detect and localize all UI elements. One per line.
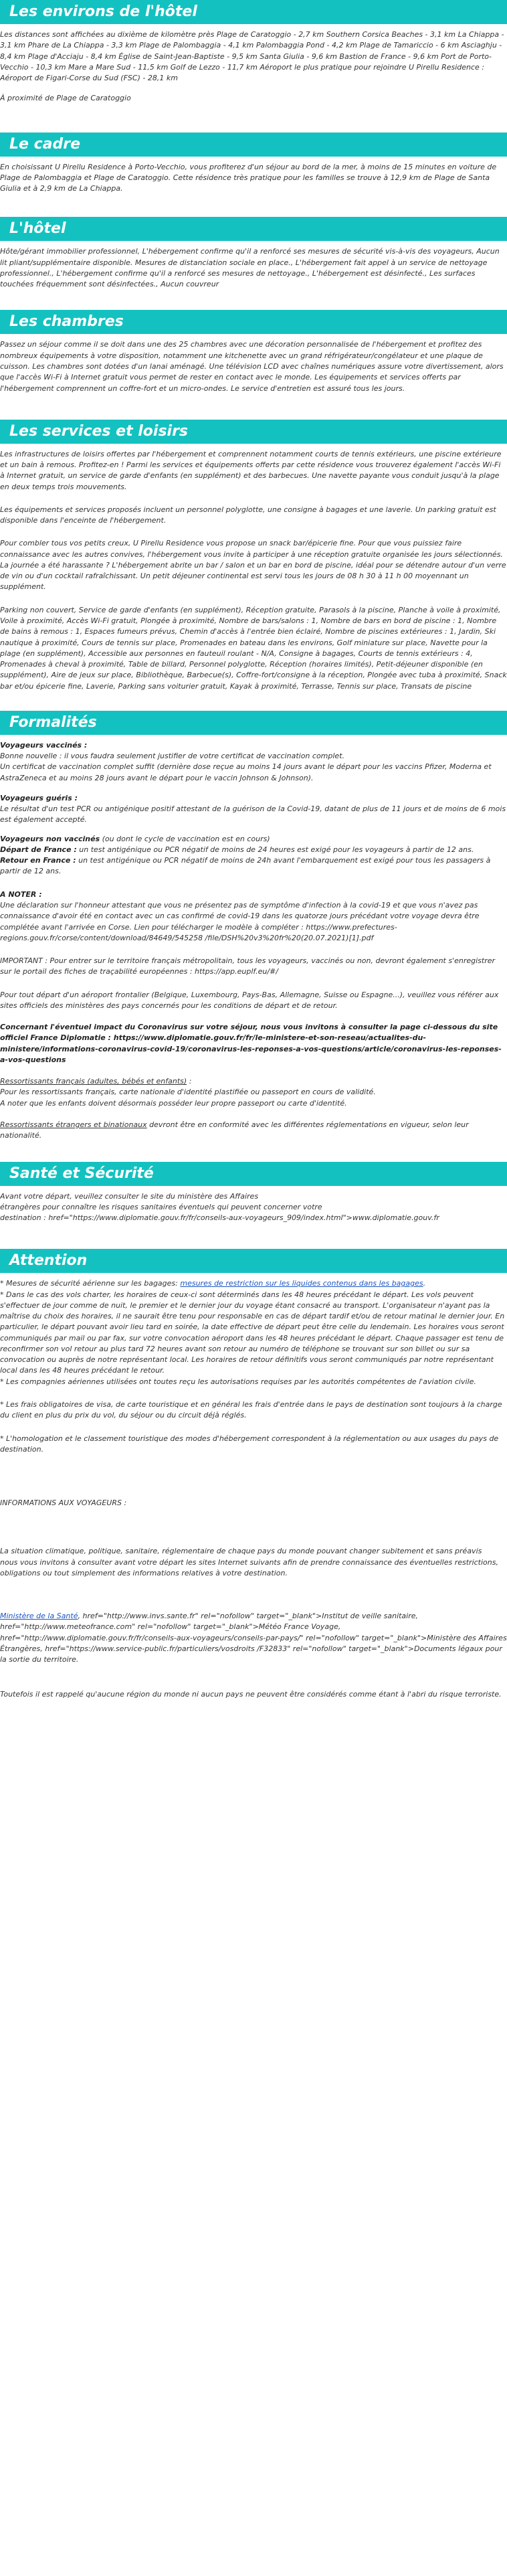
travellers-info-block bbox=[0, 1546, 507, 1579]
travellers-info-heading: INFORMATIONS AUX VOYAGEURS : bbox=[0, 1498, 127, 1508]
vaccinated-text-2: Un certificat de vaccination complet suffit (dernière dose reçue au moins 14 jours avant le départ pour les vaccins Pfizer, Moderna et AstraZeneca et au moins 28 jours avant le départ pour le vaccin Johnson & Johnson). bbox=[0, 762, 492, 782]
section-title-hotel: L'hôtel bbox=[0, 217, 507, 241]
official-links-text: , href="http://www.invs.sante.fr" rel="nofollow" target="_blank">Institut de veille sanitaire, href="http://www.meteofrance.com" rel="nofollow" target="_blank">Météo France Voyage, href="http://www.diplomatie.gouv.fr/fr/conseils-aux-voyageurs/conseils-par-pays/" rel="nofollow" target="_blank">Ministère des Affaires Étrangères, href="https://www.service-public.fr/particuliers/vosdroits /F32833" rel="nofollow" target="_blank">Documents légaux pour la sortie du territoire. bbox=[0, 1612, 507, 1664]
services-text-3: Pour combler tous vos petits creux, U Pirellu Residence vous propose un snack bar/épicerie fine. Pour que vous puissiez faire connaissance avec les autres convives, l'hébergement vous invite à participer à une réception gratuite organisée les jours sélectionnés. La journée a été harassante ? L'hébergement abrite un bar / salon et un bar en bord de piscine, idéal pour se détendre autour d'un verre de vin ou d'un cocktail rafraîchissant. Un petit déjeuner continental est servi tous les jours de 08 h 30 à 11 h 00 moyennant un supplément. bbox=[0, 539, 506, 592]
coronavirus-block bbox=[0, 1022, 507, 1065]
health-line-3: destination : href="https://www.diplomatie.gouv.fr/fr/conseils-aux-voyageurs_909/index.html">www.diplomatie.gouv.fr bbox=[0, 1213, 439, 1223]
unvaccinated-heading-note: (ou dont le cycle de vaccination est en cours) bbox=[100, 834, 270, 843]
french-nationals-text-2: A noter que les enfants doivent désormais posséder leur propre passeport ou carte d'identité. bbox=[0, 1098, 347, 1108]
frontier-airports-text: Pour tout départ d'un aéroport frontalier (Belgique, Luxembourg, Pays-Bas, Allemagne, Suisse ou Espagne...), veuillez vous référer aux sites officiels des ministères des pays concernés pour les conditions de départ et de retour. bbox=[0, 990, 499, 1010]
vaccinated-text-1: Bonne nouvelle : il vous faudra seulement justifier de votre certificat de vaccination complet. bbox=[0, 752, 345, 761]
recovered-text: Le résultat d'un test PCR ou antigénique positif attestant de la guérison de la Covid-19, datant de plus de 11 jours et de moins de 6 mois est également accepté. bbox=[0, 804, 506, 825]
section-services bbox=[0, 420, 507, 692]
vaccinated-block bbox=[0, 740, 507, 784]
french-nationals-heading: Ressortissants français (adultes, bébés et enfants) bbox=[0, 1077, 187, 1086]
health-ministry-link[interactable]: Ministère de la Santé bbox=[0, 1612, 78, 1621]
section-title-cadre: Le cadre bbox=[0, 133, 507, 157]
environs-text: Les distances sont affichées au dixième de kilomètre près Plage de Caratoggio - 2,7 km Southern Corsica Beaches - 3,1 km La Chiappa - 3,1 km Phare de La Chiappa - 3,3 km Plage de Palombaggia - 4,1 km Palombaggia Pond - 4,2 km Plage de Tamariccio - 6 km Asciaghju - 8,4 km Plage d'Acciaju - 8,4 km Église de Saint-Jean-Baptiste - 9,5 km Santa Giulia - 9,6 km Bastion de France - 9,6 km Port de Porto-Vecchio - 10,3 km Mare a Mare Sud - 11,5 km Golf de Lezzo - 11,7 km Aéroport le plus pratique pour rejoindre U Pirellu Residence : Aéroport de Figari-Corse du Sud (FSC) - 28,1 km bbox=[0, 30, 504, 83]
note-text: Une déclaration sur l'honneur attestant que vous ne présentez pas de symptôme d'infection à la covid-19 et que vous n'avez pas connaissance d'avoir été en contact avec un cas confirmé de covid-19 dans les quatorze jours précédant votre voyage devra être complétée avant l'arrivée en Corse. Lien pour télécharger le modèle à compléter : https://www.prefectures-regions.gouv.fr/corse/content/download/84649/545258 /file/DSH%20v3%20fr%20(20.07.2021)[1].pdf bbox=[0, 901, 480, 942]
section-environs bbox=[0, 0, 507, 104]
section-title-services: Les services et loisirs bbox=[0, 420, 507, 444]
hotel-text: Hôte/gérant immobilier professionnel, L'hébergement confirme qu'il a renforcé ses mesures de sécurité vis-à-vis des voyageurs, Aucun lit pliant/supplémentaire disponible. Mesures de distanciation sociale en place., L'hébergement fait appel à un service de nettoyage professionnel., L'hébergement confirme qu'il a renforcé ses mesures de nettoyage., L'hébergement est désinfecté., Les surfaces touchées fréquemment sont désinfectées., Aucun couvreur bbox=[0, 247, 500, 289]
coronavirus-text: Concernant l'éventuel impact du Coronavirus sur votre séjour, nous vous invitons à consulter la page ci-dessous du site officiel France Diplomatie : https://www.diplomatie.gouv.fr/fr/le-ministere-et-son-reseau/actualites-du-ministere/informations-coronavirus-covid-19/coronavirus-les-reponses-a-vos-questions/article/coronavirus-les-reponses-a-vos-questions bbox=[0, 1023, 502, 1064]
official-links-block bbox=[0, 1611, 507, 1665]
foreign-nationals-block bbox=[0, 1120, 507, 1142]
french-nationals-colon: : bbox=[187, 1077, 192, 1086]
departure-heading: Départ de France : bbox=[0, 845, 77, 854]
section-title-chambres: Les chambres bbox=[0, 310, 507, 334]
vaccinated-heading: Voyageurs vaccinés : bbox=[0, 740, 88, 750]
departure-text: un test antigénique ou PCR négatif de moins de 24 heures est exigé pour les voyageurs à partir de 12 ans. bbox=[76, 845, 474, 854]
travellers-info-text-1: La situation climatique, politique, sanitaire, réglementaire de chaque pays du monde pouvant changer subitement et sans préavis bbox=[0, 1547, 482, 1556]
section-sante bbox=[0, 1162, 507, 1224]
french-nationals-block bbox=[0, 1076, 507, 1109]
section-cadre bbox=[0, 133, 507, 195]
environs-text-2: À proximité de Plage de Caratoggio bbox=[0, 94, 131, 103]
health-block bbox=[0, 1191, 507, 1224]
charter-flights-text: * Dans le cas des vols charter, les horaires de ceux-ci sont déterminés dans les 48 heures précédant le départ. Les vols peuvent s'effectuer de jour comme de nuit, le premier et le dernier jour du voyage étant consacré au transport. L'organisateur n'ayant pas la maîtrise du choix des horaires, il ne saurait être tenu pour responsable en cas de départ tardif et/ou de retour matinal le dernier jour. En particulier, le départ pouvant avoir lieu tard en soirée, la date effective de départ peut être celle du lendemain. Les horaires vous seront communiqués par mail ou par fax, sur votre convocation aéroport dans les 48 heures précédant le départ. Chaque passager est tenu de reconfirmer son vol retour au plus tard 72 heures avant son retour au numéro de téléphone se trouvant sur son billet ou sur sa convocation ou auprès de notre représentant local. Les horaires de retour définitifs vous seront communiqués par notre représentant local dans les 48 heures précédant le retour. bbox=[0, 1290, 505, 1375]
section-title-attention: Attention bbox=[0, 1249, 507, 1273]
note-block bbox=[0, 889, 507, 944]
cadre-text: En choisissant U Pirellu Residence à Porto-Vecchio, vous profiterez d'un séjour au bord de la mer, à moins de 15 minutes en voiture de Plage de Palombaggia et Plage de Caratoggio. Cette résidence très pratique pour les familles se trouve à 12,9 km de Plage de Santa Giulia et à 2,9 km de La Chiappa. bbox=[0, 162, 497, 193]
health-line-2: étrangères pour connaître les risques sanitaires éventuels qui peuvent concerner votre bbox=[0, 1202, 322, 1211]
luggage-security-prefix: * Mesures de sécurité aérienne sur les bagages: bbox=[0, 1279, 181, 1288]
travellers-info-text-2: nous vous invitons à consulter avant votre départ les sites Internet suivants afin de prendre connaissance des éventuelles restrictions, obligations ou tout simplement des informations relatives à votre destination. bbox=[0, 1557, 498, 1577]
recovered-block bbox=[0, 793, 507, 826]
section-title-sante: Santé et Sécurité bbox=[0, 1162, 507, 1186]
section-title-environs: Les environs de l'hôtel bbox=[0, 0, 507, 24]
section-hotel bbox=[0, 217, 507, 290]
luggage-security-text bbox=[0, 1278, 507, 1387]
foreign-nationals-text: devront être en conformité avec les différentes réglementations en vigueur, selon leur nationalité. bbox=[0, 1120, 469, 1140]
classification-text: * L'homologation et le classement touristique des modes d'hébergement correspondent à la réglementation ou aux usages du pays de destination. bbox=[0, 1434, 499, 1454]
return-heading: Retour en France : bbox=[0, 856, 76, 865]
services-text-1: Les infrastructures de loisirs offertes par l'hébergement et comprennent notamment courts de tennis extérieurs, une piscine extérieure et un bain à remous. Profitez-en ! Parmi les services et équipements offerts par cette résidence vous trouverez également l'accès Wi-Fi à Internet gratuit, un service de garde d'enfants (en supplément) et des barbecues. Une navette payante vous conduit jusqu'à la plage en deux temps trois mouvements. bbox=[0, 449, 502, 491]
section-attention bbox=[0, 1249, 507, 1700]
section-chambres bbox=[0, 310, 507, 394]
services-text-2: Les équipements et services proposés incluent un personnel polyglotte, une consigne à bagages et une laverie. Un parking gratuit est disponible dans l'enceinte de l'hébergement. bbox=[0, 505, 496, 525]
section-formalites bbox=[0, 711, 507, 1142]
airlines-text: * Les compagnies aériennes utilisées ont toutes reçu les autorisations requises par les autorités compétentes de l'aviation civile. bbox=[0, 1377, 476, 1386]
health-line-1: Avant votre départ, veuillez consulter le site du ministère des Affaires bbox=[0, 1191, 259, 1201]
services-amenities-list: Parking non couvert, Service de garde d'enfants (en supplément), Réception gratuite, Parasols à la piscine, Planche à voile à proximité, Voile à proximité, Accès Wi-Fi gratuit, Plongée à proximité, Nombre de bars/salons : 1, Nombre de bars en bord de piscine : 1, Nombre de bains à remous : 1, Espaces fumeurs prévus, Chemin d'accès à l'entrée bien éclairé, Nombre de piscines extérieures : 1, Jardin, Ski nautique à proximité, Cours de tennis sur place, Promenades en bateau dans les environs, Golf miniature sur place, Navette pour la plage (en supplément), Accessible aux personnes en fauteuil roulant - N/A, Consigne à bagages, Courts de tennis extérieurs : 4, Promenades à cheval à proximité, Table de billard, Personnel polyglotte, Réception (horaires limités), Petit-déjeuner disponible (en supplément), Aire de jeux sur place, Bibliothèque, Barbecue(s), Coffre-fort/consigne à la réception, Plongée avec tuba à proximité, Snack bar et/ou épicerie fine, Laverie, Parking sans voiturier gratuit, Kayak à proximité, Terrasse, Tennis sur place, Transats de piscine bbox=[0, 605, 507, 691]
return-text: un test antigénique ou PCR négatif de moins de 24h avant l'embarquement est exigé pour tous les passagers à partir de 12 ans. bbox=[0, 856, 491, 876]
unvaccinated-heading: Voyageurs non vaccinés bbox=[0, 834, 100, 843]
chambres-text: Passez un séjour comme il se doit dans une des 25 chambres avec une décoration personnalisée de l'hébergement et profitez des nombreux équipements à votre disposition, notamment une kitchenette avec un grand réfrigérateur/congélateur et une plaque de cuisson. Les chambres sont dotées d'un lanai aménagé. Une télévision LCD avec chaînes numériques assure votre divertissement, alors que l'accès Wi-Fi à Internet gratuit vous permet de rester en contact avec le monde. Les équipements et services offerts par l'hébergement comprennent un coffre-fort et un micro-ondes. Le service d'entretien est assuré tous les jours. bbox=[0, 340, 504, 393]
unvaccinated-block bbox=[0, 834, 507, 877]
note-heading: A NOTER : bbox=[0, 889, 42, 899]
section-title-formalites: Formalités bbox=[0, 711, 507, 735]
french-nationals-text-1: Pour les ressortissants français, carte nationale d'identité plastifiée ou passeport en cours de validité. bbox=[0, 1088, 376, 1097]
important-text: IMPORTANT : Pour entrer sur le territoire français métropolitain, tous les voyageurs, vaccinés ou non, devront également s'enregistrer sur le portail des fiches de traçabilité européennes : https://app.euplf.eu/#/ bbox=[0, 956, 496, 976]
recovered-heading: Voyageurs guéris : bbox=[0, 793, 78, 802]
luggage-security-suffix: . bbox=[423, 1279, 426, 1288]
visa-fees-text: * Les frais obligatoires de visa, de carte touristique et en général les frais d'entrée dans le pays de destination sont toujours à la charge du client en plus du prix du vol, du séjour ou du circuit déjà réglés. bbox=[0, 1399, 502, 1420]
terrorism-risk-text: Toutefois il est rappelé qu'aucune région du monde ni aucun pays ne peuvent être considérés comme étant à l'abri du risque terroriste. bbox=[0, 1690, 502, 1699]
foreign-nationals-heading: Ressortissants étrangers et binationaux bbox=[0, 1120, 147, 1129]
liquids-restriction-link[interactable]: mesures de restriction sur les liquides contenus dans les bagages bbox=[180, 1279, 423, 1288]
